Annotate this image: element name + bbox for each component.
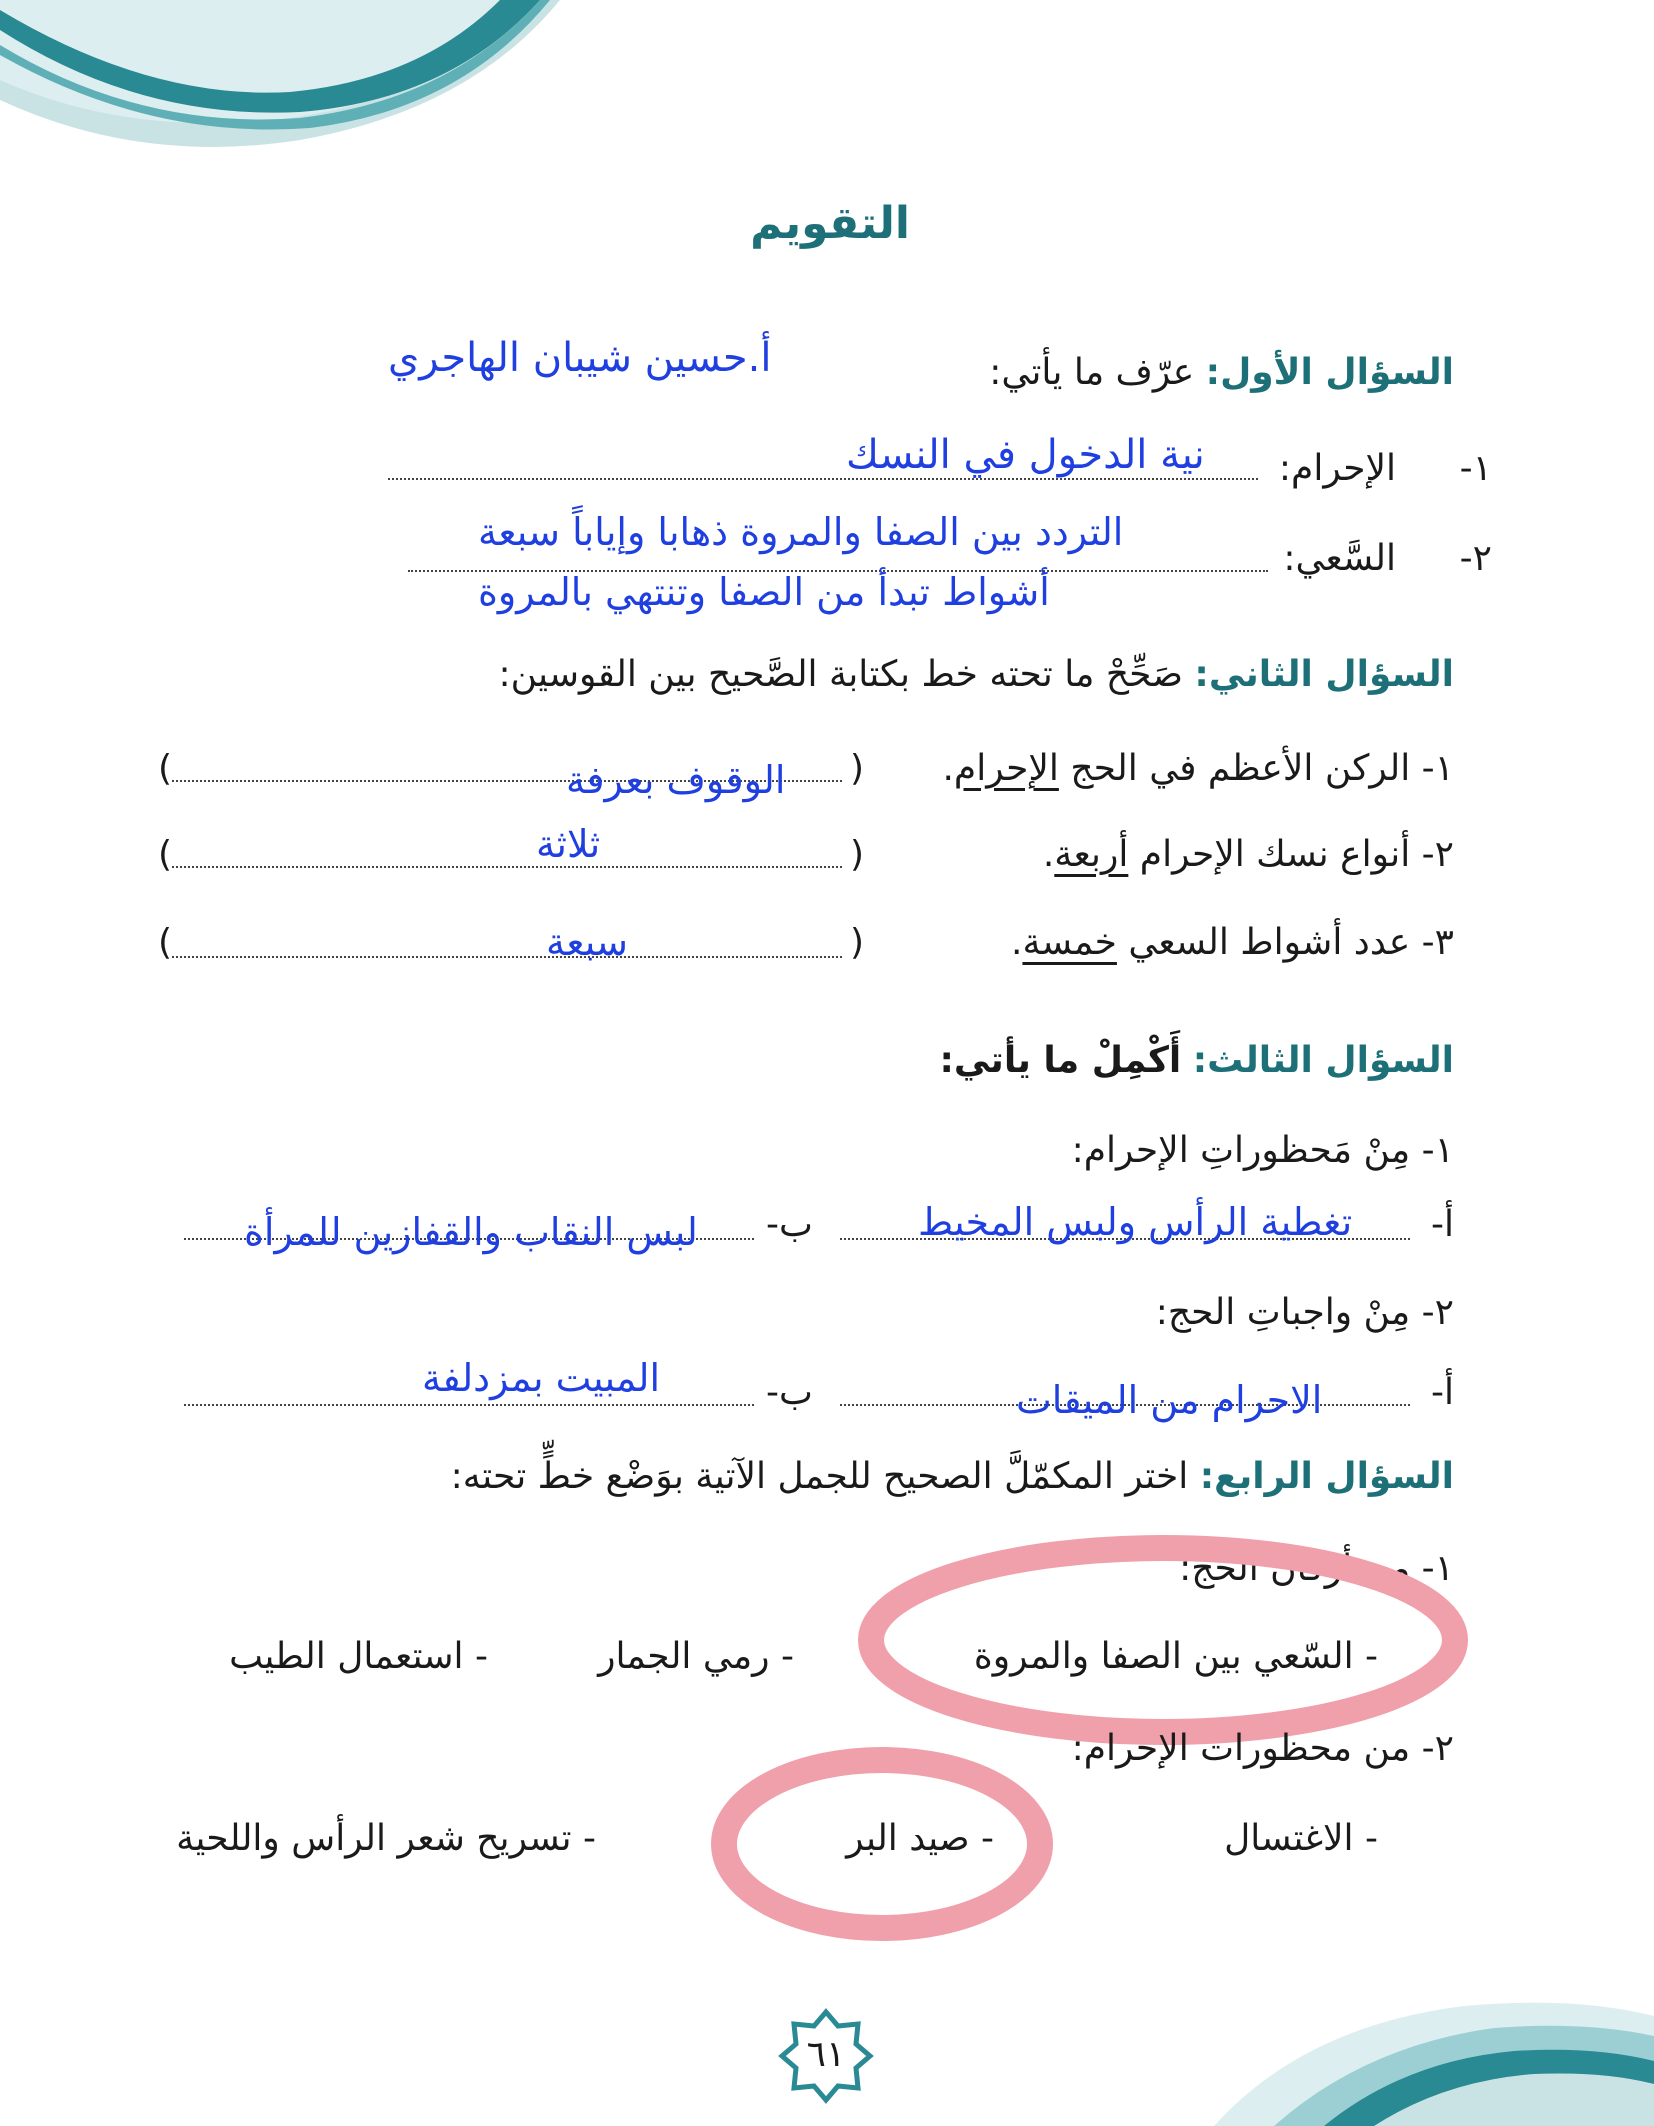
q2-item-1-text: الركن الأعظم في الحج xyxy=(1070,748,1411,789)
q2-item-1-close-paren: ) xyxy=(158,748,173,789)
q4-group-2-heading: ٢- من محظورات الإحرام: xyxy=(1071,1728,1454,1769)
q3-group-1-a-label: أ- xyxy=(1431,1204,1454,1245)
q4-group-1-option-3: - استعمال الطيب xyxy=(229,1636,488,1677)
q4-group-2-option-3: - تسريح شعر الرأس واللحية xyxy=(176,1818,596,1859)
q2-item-3-number: ٣- xyxy=(1421,922,1454,963)
q2-item-3-open-paren: ( xyxy=(850,922,865,963)
q1-item-1-answer: نية الدخول في النسك xyxy=(846,432,1205,478)
q2-item-2-line xyxy=(172,866,842,868)
q2-prompt: صَحِّحْ ما تحته خط بكتابة الصَّحيح بين القوسين: xyxy=(498,654,1183,695)
q3-label: السؤال الثالث: xyxy=(1192,1040,1454,1081)
q1-prompt: عرّف ما يأتي: xyxy=(989,352,1195,393)
q4-heading xyxy=(451,1456,1454,1497)
q2-item-2 xyxy=(1043,834,1454,875)
q1-item-1-line xyxy=(388,478,1258,480)
q2-item-1-number: ١- xyxy=(1421,748,1454,789)
q1-item-2-answer-line2: أشواط تبدأ من الصفا وتنتهي بالمروة xyxy=(478,570,1050,614)
q2-item-1-answer: الوقوف بعرفة xyxy=(566,758,786,802)
q2-item-3-close-paren: ) xyxy=(158,922,173,963)
footer-wave-decoration xyxy=(1214,1966,1654,2126)
q2-item-1-open-paren: ( xyxy=(850,748,865,789)
q3-heading xyxy=(939,1040,1454,1081)
q1-item-1-number: ١- xyxy=(1459,448,1492,489)
q4-group-1-option-2: - رمي الجمار xyxy=(598,1636,794,1677)
q3-group-2-heading: ٢- مِنْ واجباتِ الحج: xyxy=(1155,1292,1454,1333)
q1-item-2-number: ٢- xyxy=(1459,538,1492,579)
q2-item-2-text: أنواع نسك الإحرام xyxy=(1139,834,1411,875)
q3-group-2-b-label: ب- xyxy=(766,1372,813,1413)
q4-group-1-heading: ١- من أركان الحج: xyxy=(1179,1548,1454,1589)
q2-item-1 xyxy=(942,748,1454,789)
q3-group-2-a-answer: الاحرام من الميقات xyxy=(1016,1378,1323,1422)
q2-item-2-close-paren: ) xyxy=(158,834,173,875)
q3-group-1-b-label: ب- xyxy=(766,1204,813,1245)
q2-item-2-period: . xyxy=(1042,834,1055,875)
q1-item-1-term: الإحرام: xyxy=(1278,448,1396,489)
q3-group-2-b-answer: المبيت بمزدلفة xyxy=(422,1356,661,1400)
q3-group-2-a-label: أ- xyxy=(1431,1372,1454,1413)
q3-group-1-heading: ١- مِنْ مَحظوراتِ الإحرام: xyxy=(1071,1130,1454,1171)
q2-item-3-text: عدد أشواط السعي xyxy=(1128,922,1411,963)
q2-item-1-period: . xyxy=(942,748,954,789)
header-wave-decoration xyxy=(0,0,560,170)
q2-item-2-number: ٢- xyxy=(1421,834,1454,875)
q2-label: السؤال الثاني: xyxy=(1194,654,1454,695)
q2-item-3-period: . xyxy=(1011,922,1023,963)
q1-label: السؤال الأول: xyxy=(1205,352,1454,393)
q2-item-2-underlined: أربعة xyxy=(1054,834,1129,875)
q3-group-1-b-answer: لبس النقاب والقفازين للمرأة xyxy=(244,1210,698,1254)
q1-heading xyxy=(989,352,1454,393)
q2-item-3 xyxy=(1011,922,1454,963)
q1-item-2-term: السَّعي: xyxy=(1283,538,1396,579)
q2-item-2-open-paren: ( xyxy=(850,834,865,875)
q2-heading xyxy=(499,654,1455,695)
q4-prompt: اختر المكمّلَّ الصحيح للجمل الآتية بوَضْع خطٍّ تحته: xyxy=(450,1456,1189,1497)
q1-item-2-answer-line1: التردد بين الصفا والمروة ذهابا وإياباً سبعة xyxy=(478,510,1124,554)
q3-group-1-a-answer: تغطية الرأس ولبس المخيط xyxy=(918,1200,1353,1244)
page-title: التقويم xyxy=(750,198,910,249)
q4-group-1-selection-circle xyxy=(856,1530,1470,1750)
q2-item-3-answer: سبعة xyxy=(546,920,629,964)
page-number: ٦١ xyxy=(806,2034,846,2075)
q4-group-2-selection-circle xyxy=(706,1744,1058,1944)
q3-prompt: أَكْمِلْ ما يأتي: xyxy=(939,1040,1182,1081)
q2-item-3-line xyxy=(172,956,842,958)
q4-group-1-option-1: - السّعي بين الصفا والمروة xyxy=(973,1636,1378,1677)
q3-group-2-b-line xyxy=(184,1404,754,1406)
q4-group-2-option-1: - الاغتسال xyxy=(1224,1818,1378,1859)
q2-item-3-underlined: خمسة xyxy=(1022,922,1117,963)
q4-label: السؤال الرابع: xyxy=(1199,1456,1454,1497)
q4-group-2-option-2: - صيد البر xyxy=(846,1818,994,1859)
author-note: أ.حسين شيبان الهاجري xyxy=(388,335,772,381)
q2-item-2-answer: ثلاثة xyxy=(536,822,601,866)
q2-item-1-underlined: الإحرام xyxy=(953,748,1059,789)
